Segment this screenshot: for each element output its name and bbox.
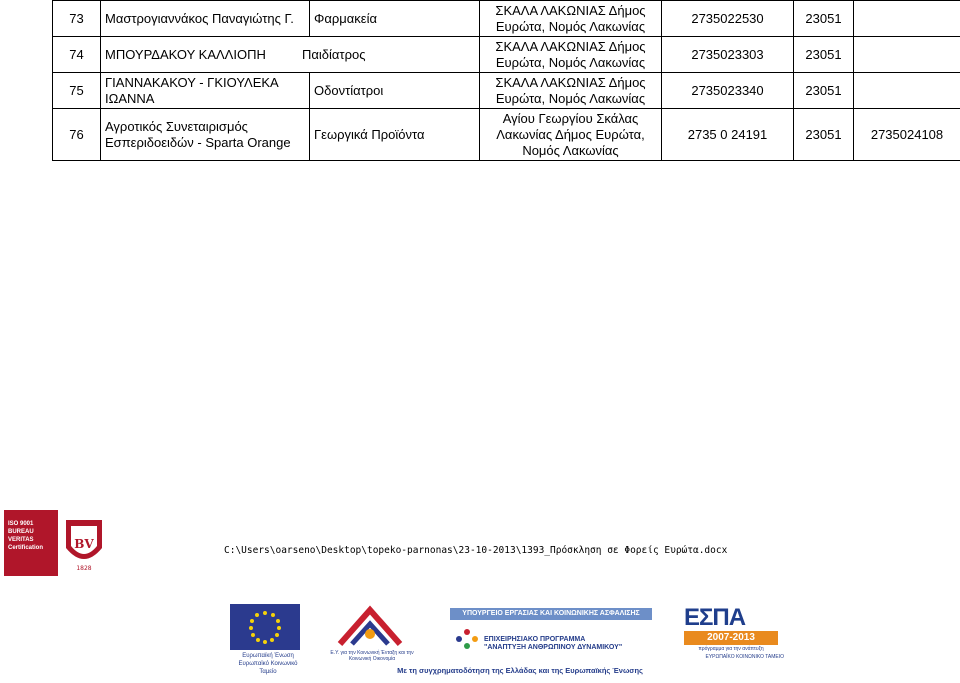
eu-caption: Ευρωπαϊκή Ένωση Ευρωπαϊκό Κοινωνικό Ταμείο [238, 653, 298, 675]
entity-address: ΣΚΑΛΑ ΛΑΚΩΝΙΑΣ Δήμος Ευρώτα, Νομός Λακωνίας [480, 37, 662, 73]
row-number: 76 [53, 109, 101, 161]
bv-iso-text: ISO 9001 [8, 521, 34, 527]
entity-name: ΜΠΟΥΡΔΑΚΟΥ ΚΑΛΛΙΟΠΗ [105, 46, 266, 62]
entity-name-category [101, 37, 480, 73]
funding-logos [230, 604, 790, 679]
entity-address: ΣΚΑΛΑ ΛΑΚΩΝΙΑΣ Δήμος Ευρώτα, Νομός Λακωνίας [480, 1, 662, 37]
table-row [53, 109, 960, 161]
entity-phone: 2735022530 [662, 1, 794, 37]
espa-years: 2007-2013 [684, 631, 778, 645]
programme-line-2: "ΑΝΑΠΤΥΞΗ ΑΝΘΡΩΠΙΝΟΥ ΔΥΝΑΜΙΚΟΥ" [484, 644, 623, 651]
entity-phone: 2735 0 24191 [662, 109, 794, 161]
entity-address: Αγίου Γεωργίου Σκάλας Λακωνίας Δήμος Ευρώτα, Νομός Λακωνίας [480, 109, 662, 161]
esf-caption: Ε.Υ. για την Κοινωνική Ένταξη και την Κοινωνική Οικονομία [330, 650, 414, 662]
entity-name: Αγροτικός Συνεταιρισμός Εσπεριδοειδών - Sparta Orange [101, 109, 310, 161]
entity-category: Οδοντίατροι [310, 73, 480, 109]
bv-seal-icon [62, 512, 106, 572]
entity-zip: 23051 [794, 73, 854, 109]
entity-category: Φαρμακεία [310, 1, 480, 37]
bv-cert-text: Certification [8, 545, 44, 551]
cofunding-note: Με τη συγχρηματοδότηση της Ελλάδας και της Ευρωπαϊκής Ένωσης [397, 666, 643, 675]
bv-name-text: BUREAU VERITAS [8, 529, 34, 543]
entity-phone: 2735023340 [662, 73, 794, 109]
programme-title [484, 636, 654, 652]
svg-text:BV: BV [74, 537, 94, 551]
espa-subtitle: πρόγραμμα για την ανάπτυξη [698, 646, 764, 652]
espa-footer: ΕΥΡΩΠΑΪΚΟ ΚΟΙΝΩΝΙΚΟ ΤΑΜΕΙΟ [705, 654, 784, 660]
row-number: 75 [53, 73, 101, 109]
table-row [53, 37, 960, 73]
row-number: 74 [53, 37, 101, 73]
entity-address: ΣΚΑΛΑ ΛΑΚΩΝΙΑΣ Δήμος Ευρώτα, Νομός Λακωνίας [480, 73, 662, 109]
entity-phone: 2735023303 [662, 37, 794, 73]
ministry-banner: ΥΠΟΥΡΓΕΙΟ ΕΡΓΑΣΙΑΣ ΚΑΙ ΚΟΙΝΩΝΙΚΗΣ ΑΣΦΑΛΙΣΗΣ [450, 608, 652, 620]
eu-flag-icon [230, 604, 300, 650]
bv-seal-year: 1828 [76, 565, 92, 572]
espa-title: ΕΣΠΑ [684, 604, 746, 631]
entity-fax [854, 73, 960, 109]
entity-zip: 23051 [794, 109, 854, 161]
row-number: 73 [53, 1, 101, 37]
bv-certification-badge [4, 510, 58, 576]
entity-name: Μαστρογιαννάκος Παναγιώτης Γ. [101, 1, 310, 37]
bureau-veritas-logo [4, 510, 114, 576]
file-path: C:\Users\oarseno\Desktop\topeko-parnonas\23-10-2013\1393_Πρόσκληση σε Φορείς Ευρώτα.docx [224, 545, 728, 556]
entity-fax [854, 37, 960, 73]
espa-logo [684, 604, 784, 662]
entity-zip: 23051 [794, 37, 854, 73]
programme-emblem-icon [452, 624, 482, 654]
programme-line-1: ΕΠΙΧΕΙΡΗΣΙΑΚΟ ΠΡΟΓΡΑΜΜΑ [484, 636, 586, 643]
entity-fax: 2735024108 [854, 109, 960, 161]
entries-table [52, 0, 960, 161]
entity-category: Παιδίατρος [302, 46, 366, 62]
entity-zip: 23051 [794, 1, 854, 37]
table-row [53, 1, 960, 37]
entity-category: Γεωργικά Προϊόντα [310, 109, 480, 161]
entity-name: ΓΙΑΝΝΑΚΑΚΟΥ - ΓΚΙΟΥΛΕΚΑ ΙΩΑΝΝΑ [101, 73, 310, 109]
entity-fax [854, 1, 960, 37]
table-row [53, 73, 960, 109]
